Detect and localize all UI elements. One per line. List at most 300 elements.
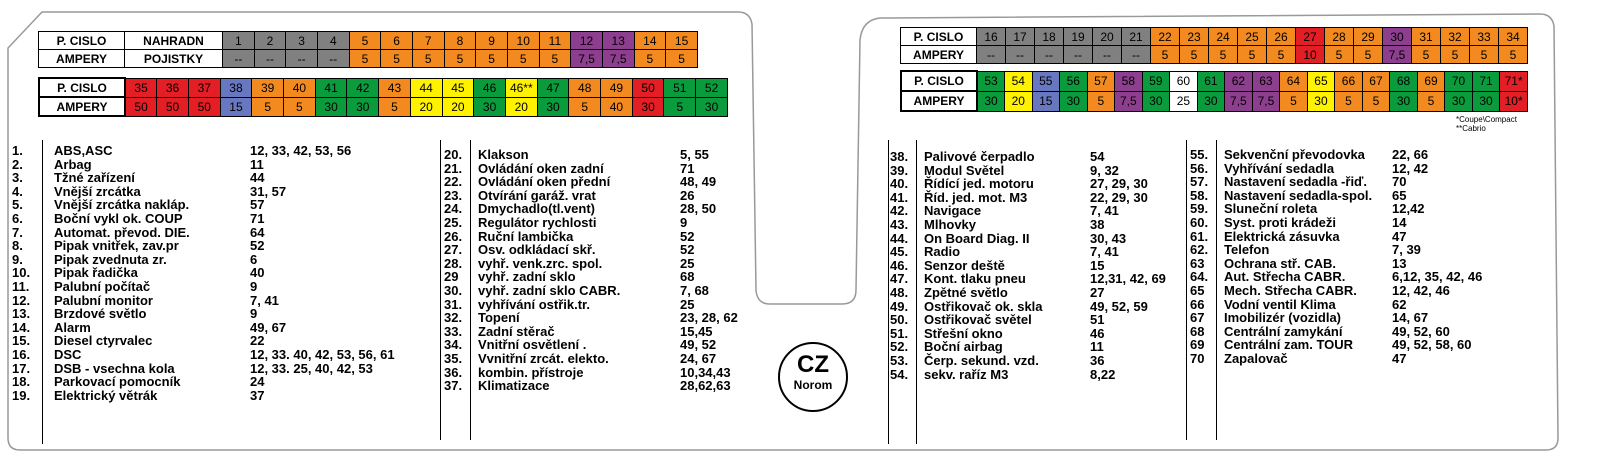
fuse-ampere: 5 (569, 97, 601, 116)
list-item (890, 259, 1180, 273)
item-fuses: 14 (1392, 214, 1407, 230)
item-fuses: 9 (250, 278, 258, 294)
fuse-number: 52 (696, 78, 728, 97)
list-item (890, 272, 1180, 286)
item-function: Zadní stěrač (478, 323, 555, 339)
list-item (890, 164, 1180, 178)
item-number: 10. (12, 265, 31, 281)
fuse-number: 28 (1325, 28, 1354, 46)
item-fuses: 6 (250, 251, 258, 267)
label-ampery: AMPERY (39, 50, 125, 68)
fuse-number: 71 (1472, 71, 1500, 91)
list-item (1190, 257, 1530, 271)
item-function: Nastavení sedadla-spol. (1224, 187, 1373, 203)
fuse-ampere: 20 (505, 97, 537, 116)
item-function: Vnitřní osvětlení . (478, 337, 587, 353)
list-item (444, 352, 744, 366)
fuse-number: 42 (347, 78, 379, 97)
fuse-ampere: 5 (252, 97, 284, 116)
fuse-ampere: 5 (1354, 46, 1383, 64)
item-number: 62. (1190, 242, 1209, 258)
item-function: vyhř. venk.zrc. spol. (478, 255, 603, 271)
item-number: 36. (444, 364, 463, 380)
item-fuses: 7, 41 (1090, 203, 1119, 219)
item-fuses: 14, 67 (1392, 310, 1429, 326)
fuse-ampere: 7,5 (1383, 46, 1412, 64)
fuse-ampere: 30 (632, 97, 664, 116)
item-function: Regulátor rychlosti (478, 214, 597, 230)
item-number: 27. (444, 242, 463, 258)
fuse-ampere: 5 (664, 97, 696, 116)
fuse-number: 41 (315, 78, 347, 97)
fuse-number: 13 (602, 32, 634, 50)
fuse-ampere: 5 (666, 50, 698, 68)
fuse-ampere: 5 (1412, 46, 1441, 64)
item-function: Zpětné světlo (924, 284, 1008, 300)
list-item (444, 216, 744, 230)
fuse-ampere: 20 (410, 97, 442, 116)
item-function: Vnější zrcátka (54, 183, 141, 199)
item-fuses: 30, 43 (1090, 230, 1127, 246)
item-function: Modul Světel (924, 162, 1005, 178)
fuse-number: 63 (1252, 71, 1280, 91)
item-fuses: 49, 52 (680, 337, 717, 353)
item-number: 38. (890, 149, 909, 164)
item-fuses: 5, 55 (680, 147, 709, 162)
item-number: 63 (1190, 255, 1205, 271)
item-fuses: 47 (1392, 228, 1407, 244)
fuse-number: 58 (1115, 71, 1143, 91)
item-function: Aut. Střecha CABR. (1224, 269, 1346, 285)
fuse-ampere: -- (1093, 46, 1122, 64)
fuse-ampere: 7,5 (1115, 91, 1143, 111)
item-function: Říd. jed. mot. M3 (924, 189, 1028, 205)
fuse-number: 35 (125, 78, 157, 97)
list-item (890, 177, 1180, 191)
item-fuses: 38 (1090, 216, 1105, 232)
fuse-ampere: 5 (284, 97, 316, 116)
fuse-number: 7 (412, 32, 444, 50)
list-item (890, 313, 1180, 327)
item-fuses: 23, 28, 62 (680, 310, 738, 326)
fuse-ampere: -- (1064, 46, 1093, 64)
item-number: 59. (1190, 201, 1209, 217)
item-function: Palivové čerpadlo (924, 149, 1035, 164)
fuse-number: 6 (381, 32, 413, 50)
item-number: 53. (890, 352, 909, 368)
fuse-number: 34 (1499, 28, 1528, 46)
item-fuses: 52 (680, 228, 695, 244)
list-item (444, 284, 744, 298)
fuse-ampere: 20 (1005, 91, 1033, 111)
fuse-ampere: 30 (1390, 91, 1418, 111)
item-number: 13. (12, 306, 31, 322)
list-item (890, 245, 1180, 259)
fuse-number: 51 (664, 78, 696, 97)
item-number: 9. (12, 251, 23, 267)
list-item (444, 148, 744, 162)
fuse-ampere: 5 (381, 50, 413, 68)
fuse-ampere: 40 (601, 97, 633, 116)
item-fuses: 7, 68 (680, 282, 709, 298)
fuse-number: 66 (1335, 71, 1363, 91)
item-fuses: 13 (1392, 255, 1407, 271)
list-item (12, 144, 432, 158)
item-number: 33. (444, 323, 463, 339)
fuse-ampere: 30 (1472, 91, 1500, 111)
list-item (890, 354, 1180, 368)
fuse-ampere: 7,5 (571, 50, 603, 68)
fuse-number: 37 (188, 78, 220, 97)
list-item (1190, 202, 1530, 216)
item-number: 57. (1190, 174, 1209, 190)
function-list-2 (444, 148, 744, 393)
fuse-ampere: 5 (349, 50, 381, 68)
item-number: 67 (1190, 310, 1205, 326)
fuse-ampere: 7,5 (1252, 91, 1280, 111)
fuse-ampere: 30 (1445, 91, 1473, 111)
item-fuses: 6,12, 35, 42, 46 (1392, 269, 1483, 285)
list-item (444, 298, 744, 312)
cz-norom-logo (778, 342, 848, 412)
item-function: Zapalovač (1224, 350, 1288, 366)
list-item (1190, 148, 1530, 162)
list-item (444, 379, 744, 393)
fuse-ampere: 5 (1325, 46, 1354, 64)
fuse-ampere: 5 (1417, 91, 1445, 111)
item-fuses: 7, 41 (1090, 244, 1119, 260)
item-fuses: 48, 49 (680, 174, 717, 190)
item-fuses: 68 (680, 269, 695, 285)
list-item (444, 366, 744, 380)
fuse-ampere: 5 (476, 50, 508, 68)
fuse-number: 14 (634, 32, 666, 50)
item-number: 56. (1190, 160, 1209, 176)
fuse-grid-left-top (38, 31, 698, 68)
list-item (12, 307, 432, 321)
list-item (444, 243, 744, 257)
item-fuses: 27 (1090, 284, 1105, 300)
item-function: Topení (478, 310, 520, 326)
item-fuses: 71 (250, 210, 265, 226)
fuse-ampere: -- (286, 50, 318, 68)
list-item (444, 257, 744, 271)
item-function: Klimatizace (478, 378, 550, 394)
item-fuses: 71 (680, 160, 695, 176)
fuse-number: 23 (1180, 28, 1209, 46)
fuse-number: 50 (632, 78, 664, 97)
fuse-number: 69 (1417, 71, 1445, 91)
item-function: DSB - vsechna kola (54, 360, 175, 376)
label-p-cislo: P. CISLO (901, 28, 977, 46)
list-item (444, 270, 744, 284)
list-item (890, 204, 1180, 218)
item-function: Nastavení sedadla -řiď. (1224, 174, 1368, 190)
item-fuses: 70 (1392, 174, 1407, 190)
item-number: 18. (12, 374, 31, 390)
item-number: 17. (12, 360, 31, 376)
item-fuses: 12, 33, 42, 53, 56 (250, 143, 352, 158)
fuse-grid-left-bottom (38, 77, 728, 117)
list-item (12, 280, 432, 294)
item-fuses: 49, 52, 60 (1392, 323, 1450, 339)
fuse-ampere: -- (223, 50, 255, 68)
item-number: 12. (12, 292, 31, 308)
item-number: 21. (444, 160, 463, 176)
fuse-ampere: 30 (1307, 91, 1335, 111)
logo-cz: CZ (797, 351, 829, 378)
list-item (890, 340, 1180, 354)
item-function: Diesel ctyrvalec (54, 333, 153, 349)
list-divider (440, 140, 441, 440)
list-item (1190, 230, 1530, 244)
item-fuses: 12, 42 (1392, 160, 1429, 176)
fuse-number: 18 (1035, 28, 1064, 46)
fuse-ampere: 10* (1500, 91, 1528, 111)
item-fuses: 22, 29, 30 (1090, 189, 1148, 205)
item-number: 51. (890, 325, 909, 341)
fuse-number: 44 (410, 78, 442, 97)
fuse-ampere: 5 (1441, 46, 1470, 64)
item-function: Palubní monitor (54, 292, 153, 308)
fuse-number: 36 (157, 78, 189, 97)
item-function: sekv. raříz M3 (924, 366, 1009, 382)
item-number: 24. (444, 201, 463, 217)
list-item (1190, 243, 1530, 257)
item-fuses: 37 (250, 387, 265, 403)
list-item (1190, 338, 1530, 352)
fuse-ampere: 15 (220, 97, 252, 116)
item-function: Centrální zamykání (1224, 323, 1343, 339)
list-item (12, 253, 432, 267)
fuse-number: 62 (1225, 71, 1253, 91)
fuse-ampere: 15 (1032, 91, 1060, 111)
item-number: 30. (444, 282, 463, 298)
list-item (890, 218, 1180, 232)
list-item (890, 191, 1180, 205)
item-fuses: 24, 67 (680, 350, 717, 366)
item-fuses: 28, 50 (680, 201, 717, 217)
list-item (1190, 311, 1530, 325)
item-fuses: 52 (250, 238, 265, 254)
list-item (1190, 284, 1530, 298)
list-item (12, 239, 432, 253)
fuse-number: 70 (1445, 71, 1473, 91)
item-number: 48. (890, 284, 909, 300)
item-function: Mlhovky (924, 216, 977, 232)
item-function: Ostřikovač světel (924, 312, 1032, 328)
item-fuses: 15,45 (680, 323, 713, 339)
item-function: Navigace (924, 203, 982, 219)
fuse-number: 3 (286, 32, 318, 50)
fuse-ampere: 5 (379, 97, 411, 116)
fuse-number: 48 (569, 78, 601, 97)
fuse-number: 60 (1170, 71, 1198, 91)
item-function: DSC (54, 346, 82, 362)
fuse-ampere: 5 (1180, 46, 1209, 64)
item-function: On Board Diag. II (924, 230, 1030, 246)
fuse-ampere: 30 (977, 91, 1005, 111)
fuse-number: 5 (349, 32, 381, 50)
item-number: 47. (890, 271, 909, 287)
item-number: 50. (890, 312, 909, 328)
list-item (1190, 216, 1530, 230)
list-item (12, 212, 432, 226)
item-number: 58. (1190, 187, 1209, 203)
list-item (444, 202, 744, 216)
list-item (444, 175, 744, 189)
item-function: Pipak řadička (54, 265, 138, 281)
fuse-ampere: 25 (1170, 91, 1198, 111)
item-function: Tžné zařízení (54, 170, 135, 186)
item-fuses: 49, 52, 58, 60 (1392, 337, 1472, 353)
fuse-number: 55 (1032, 71, 1060, 91)
item-number: 55. (1190, 147, 1209, 162)
item-fuses: 27, 29, 30 (1090, 176, 1148, 192)
fuse-number: 10 (507, 32, 539, 50)
list-item (890, 368, 1180, 382)
item-function: Střešní okno (924, 325, 1003, 341)
item-fuses: 12, 33. 25, 40, 42, 53 (250, 360, 373, 376)
fuse-ampere: 30 (315, 97, 347, 116)
fuse-number: 38 (220, 78, 252, 97)
list-divider (1186, 140, 1187, 440)
item-number: 32. (444, 310, 463, 326)
fuse-number: 24 (1209, 28, 1238, 46)
list-item (1190, 189, 1530, 203)
item-function: vyhř. zadní sklo CABR. (478, 282, 621, 298)
fuse-ampere: 30 (1142, 91, 1170, 111)
label-pojistky: POJISTKY (125, 50, 223, 68)
item-fuses: 7, 41 (250, 292, 279, 308)
list-item (12, 185, 432, 199)
fuse-number: 61 (1197, 71, 1225, 91)
list-item (444, 338, 744, 352)
fuse-number: 46 (474, 78, 506, 97)
fuse-number: 20 (1093, 28, 1122, 46)
item-fuses: 22 (250, 333, 265, 349)
item-number: 35. (444, 350, 463, 366)
item-number: 34. (444, 337, 463, 353)
fuse-number: 1 (223, 32, 255, 50)
item-fuses: 9, 32 (1090, 162, 1119, 178)
item-function: Sekvenční převodovka (1224, 147, 1365, 162)
list-item (12, 348, 432, 362)
item-function: vyhřívání ostřik.tr. (478, 296, 590, 312)
fuse-number: 71* (1500, 71, 1528, 91)
fuse-number: 43 (379, 78, 411, 97)
fuse-ampere: 7,5 (1225, 91, 1253, 111)
fuse-number: 19 (1064, 28, 1093, 46)
fuse-number: 16 (977, 28, 1006, 46)
item-fuses: 11 (1090, 339, 1104, 355)
list-item (1190, 175, 1530, 189)
fuse-number: 59 (1142, 71, 1170, 91)
item-function: Elektrická zásuvka (1224, 228, 1340, 244)
item-number: 14. (12, 319, 31, 335)
item-number: 45. (890, 244, 909, 260)
fuse-ampere: 5 (539, 50, 571, 68)
fuse-number: 31 (1412, 28, 1441, 46)
item-function: Ochrana stř. CAB. (1224, 255, 1336, 271)
item-function: Boční airbag (924, 339, 1003, 355)
item-function: Vyhřívání sedadla (1224, 160, 1335, 176)
item-fuses: 46 (1090, 325, 1105, 341)
fuse-ampere: 5 (444, 50, 476, 68)
item-number: 22. (444, 174, 463, 190)
item-function: Imobilizér (vozidla) (1224, 310, 1342, 326)
item-function: Dmychadlo(tl.vent) (478, 201, 596, 217)
list-item (444, 311, 744, 325)
fuse-ampere: 50 (188, 97, 220, 116)
fuse-number: 64 (1280, 71, 1308, 91)
item-number: 40. (890, 176, 909, 192)
item-number: 16. (12, 346, 31, 362)
fuse-number: 30 (1383, 28, 1412, 46)
list-item (1190, 162, 1530, 176)
fuse-number: 2 (254, 32, 286, 50)
label-p-cislo: P. CISLO (901, 71, 977, 91)
list-item (12, 375, 432, 389)
list-item (890, 232, 1180, 246)
list-item (444, 162, 744, 176)
item-number: 42. (890, 203, 909, 219)
fuse-number: 47 (537, 78, 569, 97)
fuse-number: 57 (1087, 71, 1115, 91)
item-number: 46. (890, 257, 909, 273)
fuse-ampere: -- (977, 46, 1006, 64)
item-function: Palubní počítač (54, 278, 151, 294)
item-function: Boční vykl ok. COUP (54, 210, 183, 226)
fuse-ampere: 5 (1151, 46, 1180, 64)
fuse-ampere: 30 (347, 97, 379, 116)
fuse-ampere: 5 (412, 50, 444, 68)
item-function: Pipak zvednuta zr. (54, 251, 167, 267)
fuse-ampere: 5 (1362, 91, 1390, 111)
item-number: 52. (890, 339, 909, 355)
item-function: Ovládání oken přední (478, 174, 611, 190)
item-number: 64. (1190, 269, 1209, 285)
function-list-4 (1190, 148, 1530, 366)
item-number: 2. (12, 156, 23, 172)
list-item (12, 158, 432, 172)
label-nahradn: NAHRADN (125, 32, 223, 50)
item-fuses: 24 (250, 374, 265, 390)
item-function: Osv. odkládací skř. (478, 242, 596, 258)
list-item (444, 230, 744, 244)
item-number: 19. (12, 387, 31, 403)
item-fuses: 40 (250, 265, 265, 281)
fuse-number: 67 (1362, 71, 1390, 91)
item-fuses: 57 (250, 197, 265, 213)
item-fuses: 47 (1392, 350, 1407, 366)
item-number: 28. (444, 255, 463, 271)
item-function: Centrální zam. TOUR (1224, 337, 1354, 353)
item-fuses: 54 (1090, 149, 1105, 164)
label-p-cislo: P. CISLO (39, 32, 125, 50)
list-item (12, 266, 432, 280)
item-number: 66 (1190, 296, 1205, 312)
item-function: Pipak vnitřek, zav.pr (54, 238, 179, 254)
fuse-ampere: 10 (1296, 46, 1325, 64)
list-item (12, 171, 432, 185)
item-fuses: 9 (680, 214, 688, 230)
fuse-grid-right-top (900, 27, 1528, 64)
item-function: Řídící jed. motoru (924, 176, 1034, 192)
item-number: 44. (890, 230, 909, 246)
fuse-number: 39 (252, 78, 284, 97)
item-fuses: 10,34,43 (680, 364, 731, 380)
